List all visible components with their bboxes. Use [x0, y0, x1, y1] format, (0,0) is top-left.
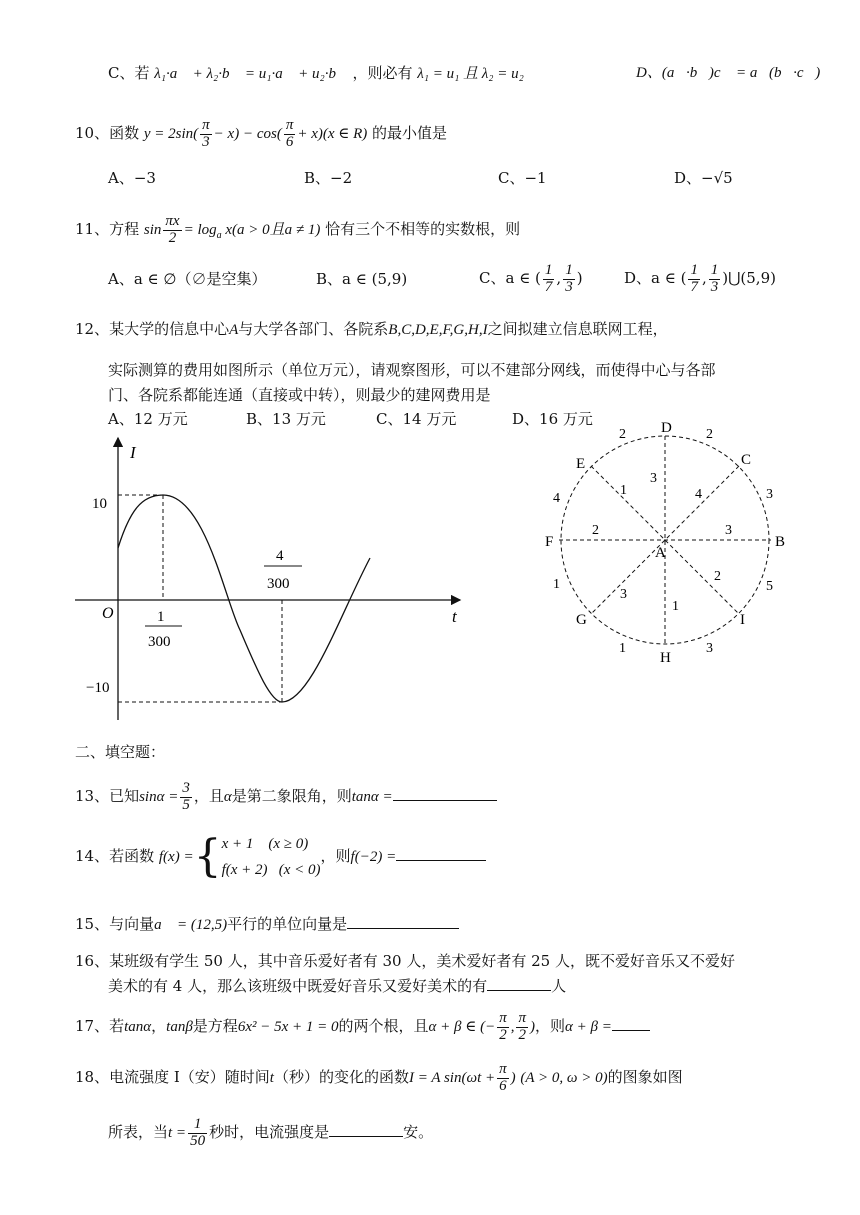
- q10-stem: 10、函数 y = 2sin( $\frac{\pi}{3}$ − x) − cos( $\frac{\pi}{6}$ + x)(x ∈ R) 的最小值是: [75, 116, 448, 150]
- cost-ef: 4: [553, 491, 560, 506]
- sine-curve: [118, 495, 370, 702]
- q10-option-c: C、−1: [498, 169, 547, 187]
- q16-line2: 美术的有 4 人，那么该班级中既爱好音乐又爱好美术的有 人: [108, 977, 567, 995]
- q12-option-b: B、13 万元: [246, 410, 326, 428]
- y-min-label: −10: [86, 680, 110, 696]
- q14-answer-blank[interactable]: [396, 846, 486, 861]
- q9-option-d: D、(a⃗·b⃗)c⃗ = a⃗(b⃗·c⃗): [636, 65, 821, 81]
- q17-answer-blank[interactable]: [612, 1016, 650, 1031]
- cost-ed: 2: [619, 427, 626, 442]
- q13: 13、已知sinα = $\frac{3}{5}$ ，且α是第二象限角，则tanα =: [75, 776, 497, 817]
- cost-hi: 3: [706, 641, 713, 656]
- current-sine-graph: [70, 430, 470, 730]
- node-c: C: [741, 452, 752, 468]
- node-b: B: [775, 534, 786, 550]
- q14: 14、若函数 f(x) ={ x + 1 (x ≥ 0) f(x + 2) (x < 0) ，则f(−2) =: [75, 828, 486, 885]
- q16-line1: 16、某班级有学生 50 人，其中音乐爱好者有 30 人，美术爱好者有 25 人，既不爱好音乐又不爱好: [75, 952, 735, 970]
- origin-label: O: [102, 605, 114, 622]
- q10-option-d: D、−√5: [674, 169, 733, 187]
- q12-option-d: D、16 万元: [512, 410, 593, 428]
- q12-option-c: C、14 万元: [376, 410, 457, 428]
- q13-answer-blank[interactable]: [393, 786, 497, 801]
- q18-line1: 18、电流强度 I（安）随时间t（秒）的变化的函数I = A sin(ωt + $\frac{\pi}{6}$ ) (A > 0, ω > 0)的图象如图: [75, 1060, 683, 1094]
- node-i: I: [740, 612, 745, 628]
- q15-answer-blank[interactable]: [347, 914, 459, 929]
- q16-answer-blank[interactable]: [487, 976, 551, 991]
- q12-option-a: A、12 万元: [108, 410, 188, 428]
- cost-ae: 1: [620, 483, 627, 498]
- node-d: D: [661, 420, 672, 436]
- q17: 17、若tanα，tanβ是方程6x² − 5x + 1 = 0的两个根，且α + β ∈ (− $\frac{\pi}{2}$ , $\frac{\pi}{2}$ )，则α + β =: [75, 1006, 650, 1047]
- q11-stem: 11、方程 sin $\frac{\pi x}{2}$ = $\log_a x(a > 0$且a ≠ 1) 恰有三个不相等的实数根，则: [75, 212, 521, 246]
- y-max-label: 10: [92, 496, 107, 512]
- q12-stem-line3: 门、各院系都能连通（直接或中转），则最少的建网费用是: [108, 386, 491, 404]
- node-h: H: [660, 650, 671, 666]
- node-f: F: [545, 534, 554, 550]
- piecewise-brace: {: [193, 831, 222, 882]
- q10-option-b: B、−2: [304, 169, 353, 187]
- cost-bi: 5: [766, 579, 773, 594]
- q11-option-d: D、a ∈ ( $\frac{1}{7}$ , $\frac{1}{3}$ )⋃(5,9): [624, 261, 776, 295]
- x-axis-label: t: [452, 607, 457, 626]
- cost-gh: 1: [619, 641, 626, 656]
- cost-ab: 3: [725, 523, 732, 538]
- q11-option-a: A、a ∈ ∅（∅是空集）: [108, 270, 267, 288]
- network-cost-diagram: [532, 412, 812, 672]
- cost-fg: 1: [553, 577, 560, 592]
- t2-den: 300: [267, 576, 290, 592]
- cost-ac: 4: [695, 487, 702, 502]
- q10-option-a: A、−3: [108, 169, 156, 187]
- node-e: E: [576, 456, 586, 472]
- cost-ai: 2: [714, 569, 721, 584]
- t2-num: 4: [276, 548, 284, 564]
- q18-line2: 所表，当t = $\frac{1}{50}$ 秒时，电流强度是 安。: [108, 1115, 434, 1149]
- node-g: G: [576, 612, 587, 628]
- section-fill-in-title: 二、填空题：: [75, 743, 166, 761]
- cost-ad: 3: [650, 471, 657, 486]
- t1-den: 300: [148, 634, 171, 650]
- cost-cb: 3: [766, 487, 773, 502]
- cost-af: 2: [592, 523, 599, 538]
- q9-option-c: C、若 λ₁·a⃗ + λ₂·b⃗ = u₁·a⃗ + u₂·b⃗ ，则必有 λ₁ = u₁ 且 λ₂ = u₂: [108, 64, 524, 82]
- t1-num: 1: [157, 609, 165, 625]
- q12-stem-line2: 实际测算的费用如图所示（单位万元），请观察图形，可以不建部分网线，而使得中心与各部: [108, 361, 716, 379]
- cost-ah: 1: [672, 599, 679, 614]
- q12-stem-line1: 12、某大学的信息中心A与大学各部门、各院系B,C,D,E,F,G,H,I之间拟建立信息联网工程，: [75, 320, 668, 338]
- q18-answer-blank[interactable]: [329, 1122, 403, 1137]
- node-a: A: [655, 545, 666, 561]
- q11-option-b: B、a ∈ (5,9): [316, 270, 408, 288]
- q11-option-c: C、a ∈ ( $\frac{1}{7}$ , $\frac{1}{3}$ ): [479, 261, 583, 295]
- y-axis-label: I: [130, 443, 136, 462]
- q15: 15、与向量a⃗ = (12,5)平行的单位向量是: [75, 913, 459, 936]
- cost-dc: 2: [706, 427, 713, 442]
- cost-ag: 3: [620, 587, 627, 602]
